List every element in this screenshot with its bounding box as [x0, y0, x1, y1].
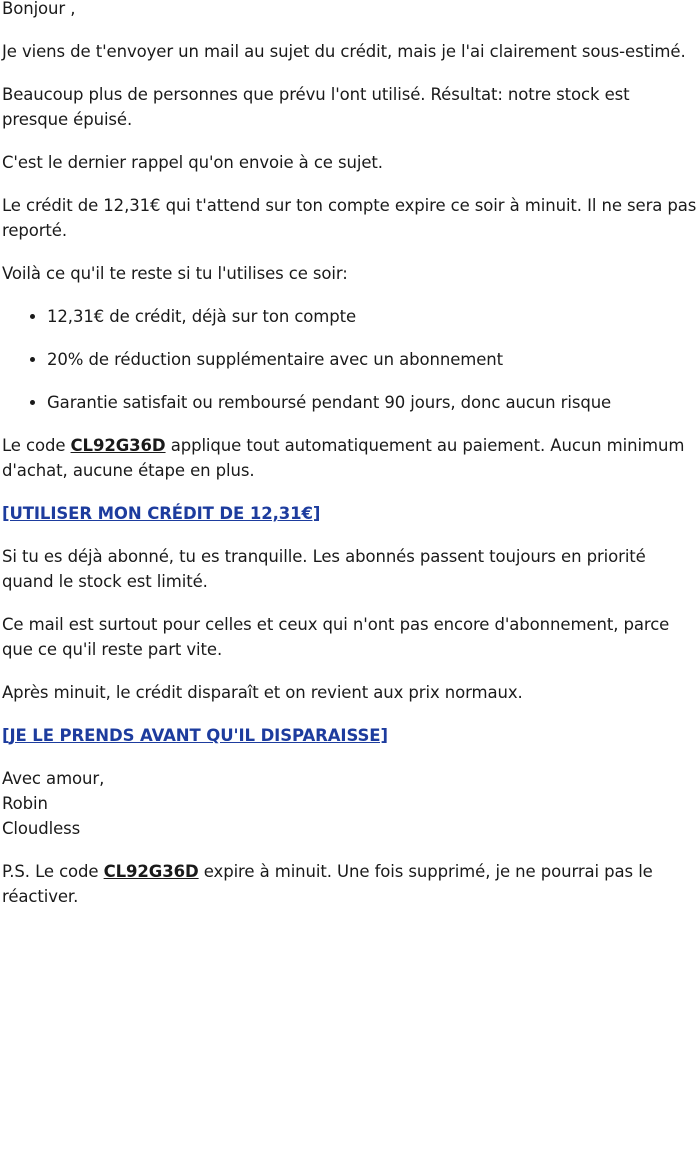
benefit-guarantee: • Garantie satisfait ou remboursé pendant 90 jours, donc aucun risque: [47, 390, 700, 415]
stock-paragraph: Beaucoup plus de personnes que prévu l'ont utilisé. Résultat: notre stock est presque épuisé.: [2, 85, 630, 129]
benefits-list: [2, 304, 700, 415]
signature: [2, 766, 700, 841]
signoff: Avec amour,: [2, 769, 105, 788]
last-reminder-paragraph: C'est le dernier rappel qu'on envoie à ce sujet.: [2, 153, 383, 172]
promo-code-suffix: applique tout automatiquement au paiement. Aucun minimum d'achat, aucune étape en plus.: [2, 436, 685, 480]
greeting: Bonjour ,: [2, 0, 76, 18]
benefit-credit: • 12,31€ de crédit, déjà sur ton compte: [47, 304, 700, 329]
remaining-intro-paragraph: Voilà ce qu'il te reste si tu l'utilises ce soir:: [2, 264, 348, 283]
credit-expiry-paragraph: Le crédit de 12,31€ qui t'attend sur ton compte expire ce soir à minuit. Il ne sera pas reporté.: [2, 196, 697, 240]
ps-suffix: expire à minuit. Une fois supprimé, je ne pourrai pas le réactiver.: [2, 862, 653, 906]
after-midnight-paragraph: Après minuit, le crédit disparaît et on revient aux prix normaux.: [2, 683, 523, 702]
cta-take-it-line: [2, 723, 700, 748]
take-it-link[interactable]: [JE LE PRENDS AVANT QU'IL DISPARAISSE]: [2, 726, 388, 745]
promo-code-paragraph: [2, 433, 700, 483]
use-credit-link[interactable]: [UTILISER MON CRÉDIT DE 12,31€]: [2, 504, 321, 523]
subscriber-paragraph: Si tu es déjà abonné, tu es tranquille. Les abonnés passent toujours en priorité quand le stock est limité.: [2, 547, 646, 591]
promo-code: CL92G36D: [70, 436, 166, 455]
promo-code-prefix: Le code: [2, 436, 71, 455]
ps-promo-code: CL92G36D: [103, 862, 199, 881]
sender-company: Cloudless: [2, 819, 81, 838]
non-subscriber-paragraph: Ce mail est surtout pour celles et ceux qui n'ont pas encore d'abonnement, parce que ce qu'il reste part vite.: [2, 615, 670, 659]
ps-prefix: P.S. Le code: [2, 862, 104, 881]
intro-paragraph: Je viens de t'envoyer un mail au sujet du crédit, mais je l'ai clairement sous-estimé.: [2, 42, 686, 61]
cta-use-credit-line: [2, 501, 700, 526]
sender-name: Robin: [2, 794, 48, 813]
benefit-discount: • 20% de réduction supplémentaire avec un abonnement: [47, 347, 700, 372]
postscript: [2, 859, 700, 909]
